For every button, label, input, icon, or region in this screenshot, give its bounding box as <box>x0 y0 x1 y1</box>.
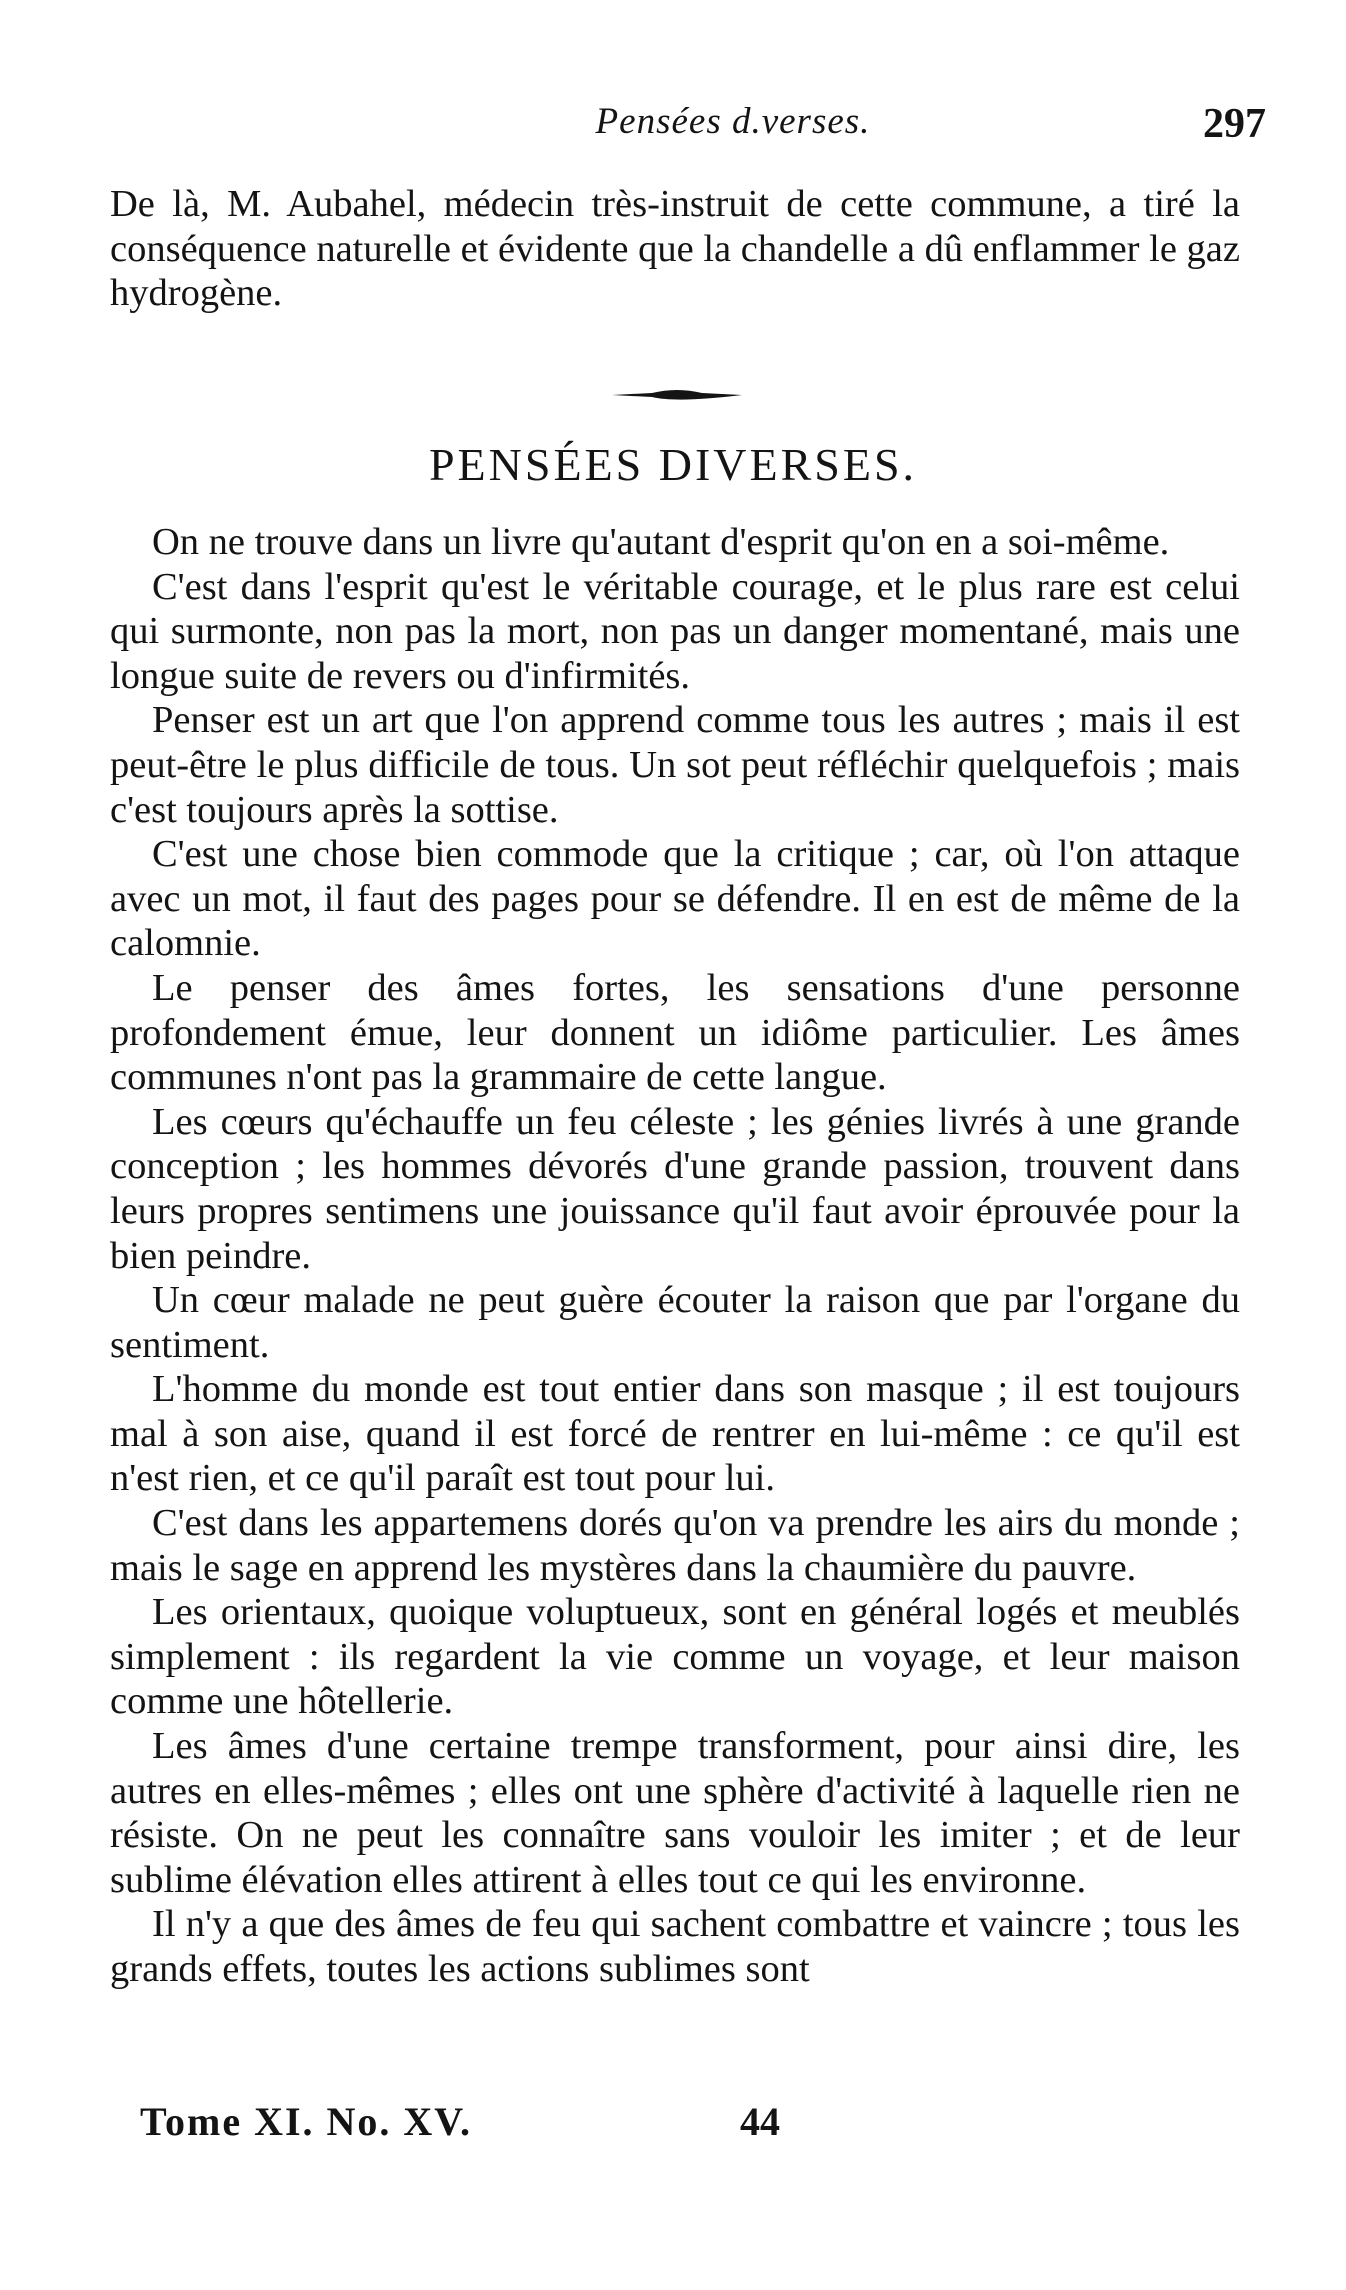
page-footer <box>140 2098 1240 2154</box>
thought-paragraph: Les orientaux, quoique voluptueux, sont en général logés et meublés simplement : ils regardent la vie comme un voyage, et leur maison comme une hôtellerie. <box>110 1591 1240 1723</box>
thought-paragraph: On ne trouve dans un livre qu'autant d'esprit qu'on en a soi-même. <box>152 521 1170 563</box>
thought-paragraph: Un cœur malade ne peut guère écouter la raison que par l'organe du sentiment. <box>110 1279 1240 1366</box>
volume-signature: Tome XI. No. XV. <box>140 2099 473 2144</box>
page-number: 297 <box>1203 101 1266 147</box>
thought-paragraph: Les cœurs qu'échauffe un feu céleste ; les génies livrés à une grande conception ; les hommes dévorés d'une grande passion, trouvent dans leurs propres sentimens une jouissance qu'il faut avoir éprouvée pour la bien peindre. <box>110 1100 1240 1277</box>
thought-paragraph: L'homme du monde est tout entier dans son masque ; il est toujours mal à son aise, quand il est forcé de rentrer en lui-même : ce qu'il est n'est rien, et ce qu'il paraît est tout pour lui. <box>110 1368 1240 1500</box>
section-title: PENSÉES DIVERSES. <box>428 439 918 490</box>
running-head <box>0 100 1346 160</box>
thought-paragraph: Les âmes d'une certaine trempe transforment, pour ainsi dire, les autres en elles-mêmes ; elles ont une sphère d'activité à laquelle rien ne résiste. On ne peut les connaître sans vouloir les imiter ; et de leur sublime élévation elles attirent à elles tout ce qui les environne. <box>110 1725 1240 1901</box>
sheet-number: 44 <box>740 2099 780 2144</box>
thought-paragraph: C'est dans l'esprit qu'est le véritable courage, et le plus rare est celui qui surmonte, non pas la mort, non pas un danger momentané, mais une longue suite de revers ou d'infirmités. <box>110 565 1240 697</box>
thought-paragraph: Le penser des âmes fortes, les sensations d'une personne profondement émue, leur donnent un idiôme particulier. Les âmes communes n'ont pas la grammaire de cette langue. <box>110 966 1240 1099</box>
ornament-divider <box>612 386 742 404</box>
thought-paragraph: Il n'y a que des âmes de feu qui sachent combattre et vaincre ; tous les grands effets, toutes les actions sublimes sont <box>110 1903 1240 1990</box>
opening-text <box>110 182 1240 316</box>
thought-paragraph: Penser est un art que l'on apprend comme tous les autres ; mais il est peut-être le plus difficile de tous. Un sot peut réfléchir quelquefois ; mais c'est toujours après la sottise. <box>110 699 1240 831</box>
thought-paragraph: C'est dans les appartemens dorés qu'on va prendre les airs du monde ; mais le sage en apprend les mystères dans la chaumière du pauvre. <box>110 1502 1240 1589</box>
opening-paragraph: De là, M. Aubahel, médecin très-instruit de cette commune, a tiré la conséquence naturelle et évidente que la chandelle a dû enflammer le gaz hydrogène. <box>110 183 1240 315</box>
thoughts-list <box>110 520 1240 1992</box>
running-head-title: Pensées d.verses. <box>595 101 871 142</box>
thought-paragraph: C'est une chose bien commode que la critique ; car, où l'on attaque avec un mot, il faut des pages pour se défendre. Il en est de même de la calomnie. <box>110 833 1240 965</box>
